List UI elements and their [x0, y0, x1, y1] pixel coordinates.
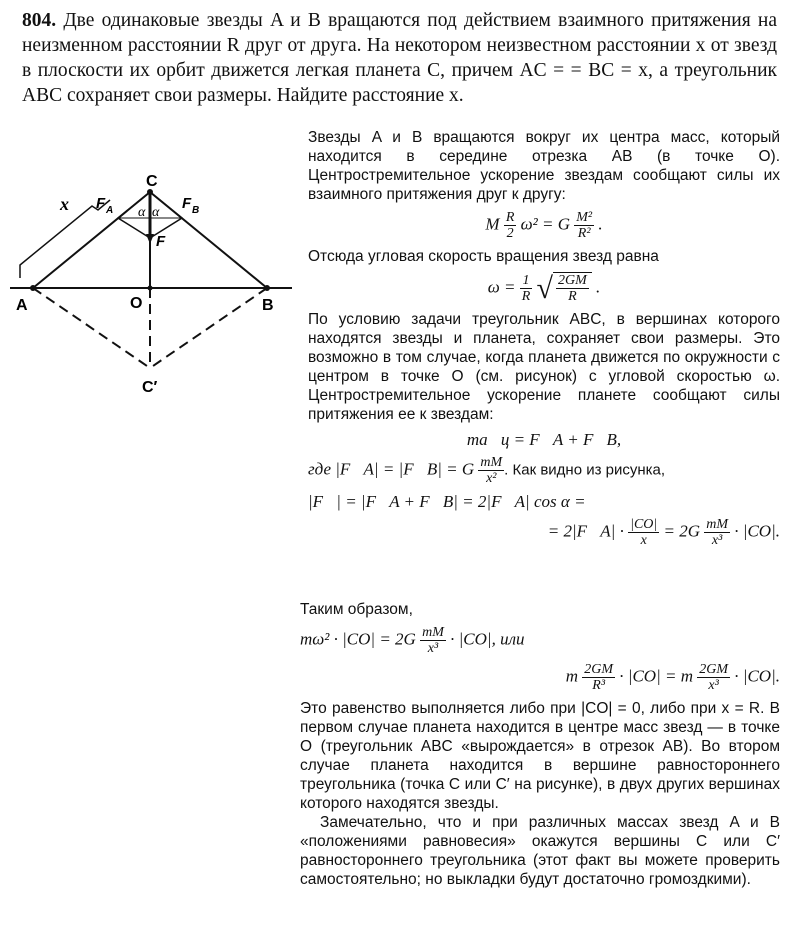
point-O [148, 286, 153, 291]
label-F: F [156, 233, 166, 250]
label-C-prime: C′ [142, 379, 158, 396]
equation-1: M $\frac{R}{2}$ ω² = G $\frac{\text{M²}}{\text{R²}}$ . [485, 210, 603, 241]
equation-6: = 2|F⃗A| · $\frac{|CO|}{x}$ = 2G $\frac{mM}{\text{x³}}$ · |CO|. [547, 517, 780, 548]
equation-8: m $\frac{2GM}{\text{R³}}$ · |CO| = m $\frac{2GM}{\text{x³}}$ · |CO|. [565, 662, 780, 693]
solution-paragraph-2: Отсюда угловая скорость вращения звезд равна [308, 248, 659, 265]
equation-3: ma⃗ц = F⃗A + F⃗B, [466, 430, 622, 449]
equation-5: |F⃗| = |F⃗A + F⃗B| = 2|F⃗A| cos α = [308, 492, 586, 511]
equation-4: где |F⃗A| = |F⃗B| = G $\frac{mM}{\text{x²}}$ . Как видно из рисунка, [308, 455, 666, 486]
label-O: O [130, 295, 143, 312]
solution-paragraph-5: Это равенство выполняется либо при |CO| = 0, либо при x = R. В первом случае планета находится в центре масс звезд — в точке O (треугольник ABC «вырождается» в отрезок AB). Во втором случае планета находится в вершине равностороннего треугольника (точка C или C′ на рисунке), в двух других вершинах которого находятся звезды. [300, 700, 780, 812]
point-B [264, 285, 270, 291]
label-FB-sub: B [192, 205, 200, 216]
equation-2: ω = $\frac{1}{R}$ √ $\frac{2GM}{R}$ . [487, 272, 601, 305]
solution [308, 128, 780, 554]
equation-7: mω² · |CO| = 2G $\frac{mM}{\text{x³}}$ · |CO|, или [300, 625, 525, 656]
problem-statement [22, 8, 777, 108]
problem-number: 804. [22, 10, 57, 31]
solution-paragraph-3: По условию задачи треугольник ABC, в вершинах которого находятся звезды и планета, сохраняет свои размеры. Это возможно в том случае, когда планета движется по окружности с центром в точке O (см. рисунок) с угловой скоростью ω. Центростремительное ускорение планете сообщают силы притяжения ее к звездам: [308, 311, 780, 423]
label-C: C [146, 173, 158, 190]
solution-paragraph-1: Звезды A и B вращаются вокруг их центра масс, который находится в середине отрезка AB (в точке O). Центростремительное ускорение звездам сообщают силы их взаимного притяжения друг к другу: [308, 129, 780, 203]
solution-paragraph-4: Таким образом, [300, 601, 413, 618]
geometry-figure [0, 170, 300, 410]
label-B: B [262, 297, 274, 314]
label-FA-sub: A [106, 205, 114, 216]
label-x: x [60, 194, 69, 214]
label-A: A [16, 297, 28, 314]
solution-continued [300, 600, 780, 889]
label-alpha-right: α [152, 205, 160, 220]
point-A [30, 285, 36, 291]
solution-paragraph-6: Замечательно, что и при различных массах звезд A и B «положениями равновесия» окажутся вершины C или C′ равностороннего треугольника (этот факт вы можете проверить самостоятельно; но выкладки будут достаточно громоздкими). [300, 814, 780, 888]
label-FA: F [96, 195, 106, 212]
label-alpha-left: α [138, 205, 146, 220]
label-FB: F [182, 195, 192, 212]
problem-text: Две одинаковые звезды A и B вращаются под действием взаимного притяжения на неизменном расстоянии R друг от друга. На некотором неизвестном расстоянии x от звезд в плоскости их орбит движется легкая планета C, причем AC = = BC = x, а треугольник ABC сохраняет свои размеры. Найдите расстояние x. [22, 10, 777, 106]
dashed-BC-prime [150, 288, 267, 368]
